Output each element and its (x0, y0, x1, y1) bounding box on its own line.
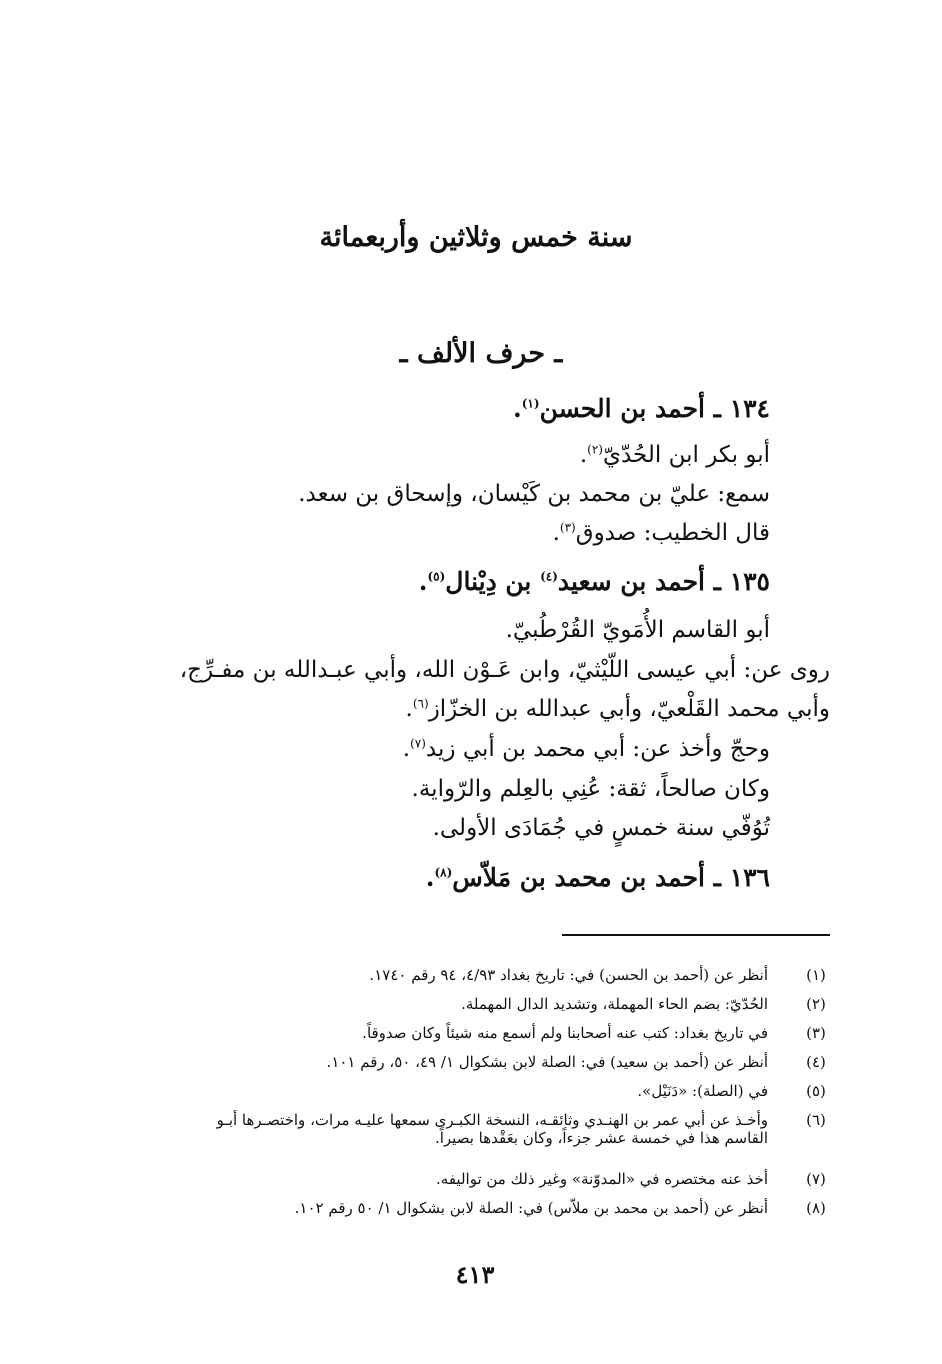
entry-line: روى عن: أبي عيسى اللّيْثيّ، وابن عَـوْن الله، وأبي عبـدالله بن مفـرِّج، (179, 657, 830, 683)
entry-line: تُوُفّي سنة خمسٍ في جُمَادَى الأولى. (432, 815, 770, 841)
footnote-ref[interactable]: (٥) (427, 569, 446, 584)
footnote (108, 1199, 830, 1217)
entry-line: وأبي محمد القَلْعيّ، وأبي عبدالله بن الخزّاز$^{(٦)}$. (405, 696, 830, 722)
footnote-number: (٦) (806, 1111, 826, 1129)
section-title: ـ حرف الألف ـ (399, 338, 563, 369)
footnote-number: (٧) (806, 1170, 826, 1188)
footnote-text: في (الصلة): «دَنَيْل». (637, 1082, 768, 1100)
footnote (108, 1170, 830, 1188)
footnote (108, 1082, 830, 1100)
footnote-ref[interactable]: (٨) (434, 865, 453, 880)
footnote-number: (٢) (806, 995, 826, 1013)
page-number: ٤١٣ (455, 1260, 495, 1289)
entry-line: قال الخطيب: صدوق$^{(٣)}$. (552, 520, 770, 546)
footnote (108, 1111, 830, 1147)
footnote-ref[interactable]: (٢) (587, 442, 603, 457)
entry-line: وحجّ وأخذ عن: أبي محمد بن أبي زيد$^{(٧)}$. (402, 736, 770, 762)
footnote-number: (١) (806, 966, 826, 984)
footnote-text: وأخـذ عن أبي عمر بن الهنـدي وثائقـه، النسخة الكبـرى سمعها عليـه مرات، واختصـرها أبـو (216, 1111, 768, 1129)
entry-heading: ١٣٥ ـ أحمد بن سعيد$^{(٤)}$ بن دِيْنال$^{(٥)}$. (418, 567, 770, 596)
footnote-ref[interactable]: (١) (521, 396, 540, 411)
footnote-text: في تاريخ بغداد: كتب عنه أصحابنا ولم أسمع منه شيئاً وكان صدوقاً. (362, 1024, 768, 1042)
footnote-text: القاسم هذا في خمسة عشر جزءاً، وكان بعَقْدها بصيراً. (434, 1129, 768, 1147)
footnote-ref[interactable]: (٣) (559, 520, 576, 535)
entry-heading: ١٣٤ ـ أحمد بن الحسن$^{(١)}$. (513, 394, 770, 423)
footnote-text: أنظر عن (أحمد بن الحسن) في: تاريخ بغداد ٤/٩٣، ٩٤ رقم ١٧٤٠. (369, 966, 768, 984)
year-title: سنة خمس وثلاثين وأربعمائة (319, 222, 633, 253)
footnote-text: أنظر عن (أحمد بن محمد بن ملاّس) في: الصلة لابن بشكوال ١/ ٥٠ رقم ١٠٢. (294, 1199, 768, 1217)
footnote-divider (562, 934, 830, 936)
entry-line: سمع: عليّ بن محمد بن كَيْسان، وإسحاق بن سعد. (298, 481, 770, 507)
footnote-number: (٤) (806, 1053, 826, 1071)
footnote-ref[interactable]: (٧) (410, 736, 426, 751)
entry-heading: ١٣٦ ـ أحمد بن محمد بن مَلاّس$^{(٨)}$. (425, 863, 770, 892)
entry-line: أبو بكر ابن الحُدّيّ$^{(٢)}$. (579, 442, 770, 468)
entry-line: أبو القاسم الأُمَويّ القُرْطُبيّ. (505, 617, 770, 643)
footnote (108, 995, 830, 1013)
footnote-number: (٥) (806, 1082, 826, 1100)
footnote-number: (٨) (806, 1199, 826, 1217)
footnote (108, 1053, 830, 1071)
footnote-text: أنظر عن (أحمد بن سعيد) في: الصلة لابن بشكوال ١/ ٤٩، ٥٠، رقم ١٠١. (326, 1053, 768, 1071)
footnote-text: أخذ عنه مختصره في «المدوّنة» وغير ذلك من تواليفه. (436, 1170, 768, 1188)
footnote (108, 966, 830, 984)
footnote-ref[interactable]: (٤) (540, 569, 558, 584)
footnote (108, 1024, 830, 1042)
footnote-number: (٣) (806, 1024, 826, 1042)
footnote-ref[interactable]: (٦) (412, 696, 429, 711)
entry-line: وكان صالحاً، ثقة: عُنِي بالعِلم والرّواية. (411, 776, 770, 802)
footnote-text: الحُدّيّ: بضم الحاء المهملة، وتشديد الدال المهملة. (461, 995, 768, 1013)
